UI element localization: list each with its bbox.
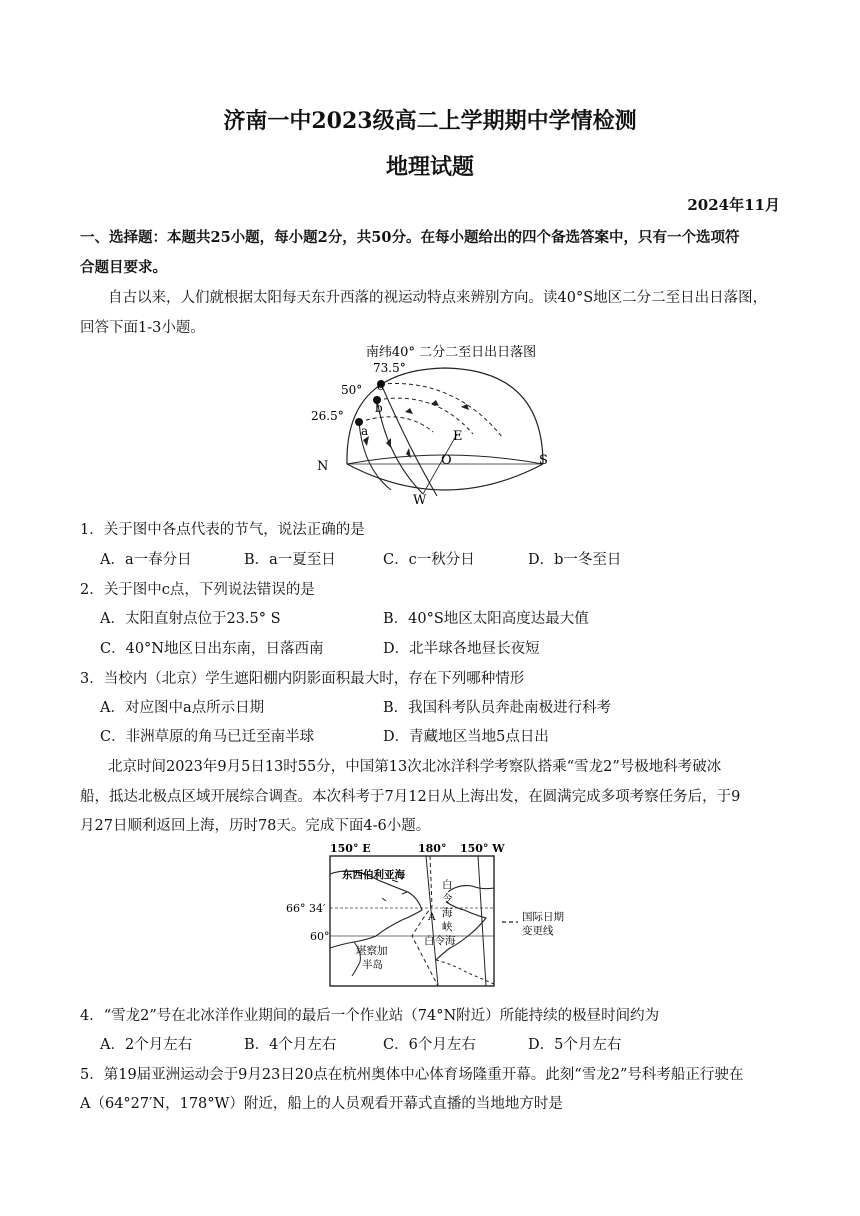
label-c: c — [377, 379, 384, 393]
bering-strait-map — [282, 836, 602, 996]
exam-date: 2024年11月 — [687, 196, 780, 214]
q5-line1: 5．第19届亚洲运动会于9月23日20点在杭州奥体中心体育场隆重开幕。此刻“雪龙2”号科考船正行驶在 — [80, 1067, 744, 1083]
q3-option-a[interactable]: A．对应图中a点所示日期 — [100, 700, 265, 716]
lon-180: 180° — [418, 842, 447, 855]
exam-title: 济南一中2023级高二上学期期中学情检测 — [223, 108, 637, 134]
label-50: 50° — [341, 383, 363, 397]
arrow-6 — [461, 404, 469, 410]
q1-option-a[interactable]: A．a一春分日 — [100, 552, 192, 568]
label-strait-1: 白 — [442, 879, 453, 891]
q1-option-d[interactable]: D．b一冬至日 — [528, 552, 622, 568]
label-point-a: A — [428, 911, 436, 923]
intro2-line2: 船，抵达北极点区域开展综合调查。本次科考于7月12日从上海出发，在圆满完成多项考察任务后，于9 — [80, 789, 741, 805]
exam-subtitle: 地理试题 — [385, 154, 474, 180]
label-kamchatka-1: 堪察加 — [356, 945, 388, 957]
lon-150w-line — [478, 856, 486, 986]
q4-stem: 4．“雪龙2”号在北冰洋作业期间的最后一个作业站（74°N附近）所能持续的极昼时间约为 — [80, 1008, 660, 1024]
q4-option-b[interactable]: B．4个月左右 — [244, 1037, 337, 1053]
label-S: S — [539, 453, 548, 468]
q4-option-a[interactable]: A．2个月左右 — [100, 1037, 193, 1053]
q2-option-b[interactable]: B．40°S地区太阳高度达最大值 — [383, 611, 589, 627]
sun-path-diagram — [305, 338, 565, 508]
q4-option-d[interactable]: D．5个月左右 — [528, 1037, 622, 1053]
lat-66: 66° 34′ — [286, 902, 326, 915]
q1-stem: 1．关于图中各点代表的节气，说法正确的是 — [80, 522, 365, 538]
asia-coast — [330, 871, 422, 948]
label-east-siberian-sea: 东西伯利亚海 — [342, 869, 405, 881]
intro2-line1: 北京时间2023年9月5日13时55分，中国第13次北冰洋科学考察队搭乘“雪龙2”号极地科考破冰 — [108, 759, 722, 775]
label-73: 73.5° — [373, 361, 406, 375]
arrow-4 — [405, 408, 413, 414]
q3-option-b[interactable]: B．我国科考队员奔赴南极进行科考 — [383, 700, 612, 716]
q5-line2: A（64°27′N，178°W）附近，船上的人员观看开幕式直播的当地地方时是 — [80, 1096, 563, 1112]
label-W: W — [413, 493, 427, 508]
section-heading-line2: 合题目要求。 — [80, 259, 167, 276]
label-E: E — [453, 429, 463, 444]
alaska-north-coast — [448, 886, 494, 892]
path-c-back — [381, 383, 503, 438]
label-strait-3: 海 — [442, 907, 453, 919]
intro1-line1: 自古以来，人们就根据太阳每天东升西落的视运动特点来辨别方向。读40°S地区二分二至日出日落图， — [108, 290, 768, 306]
lon-150w: 150° W — [460, 842, 505, 855]
label-a: a — [361, 424, 369, 438]
q3-option-c[interactable]: C．非洲草原的角马已迁至南半球 — [100, 729, 315, 745]
q2-option-a[interactable]: A．太阳直射点位于23.5° S — [100, 611, 281, 627]
q4-option-c[interactable]: C．6个月左右 — [383, 1037, 476, 1053]
path-a-back — [359, 417, 433, 432]
label-bering-sea: 白令海 — [424, 935, 456, 947]
q2-stem: 2．关于图中c点，下列说法错误的是 — [80, 582, 315, 598]
label-26: 26.5° — [311, 409, 344, 423]
label-b: b — [375, 401, 383, 415]
legend-label-1: 国际日期 — [522, 911, 564, 923]
q1-option-b[interactable]: B．a一夏至日 — [244, 552, 336, 568]
label-kamchatka-2: 半岛 — [362, 959, 383, 971]
lat-60: 60° — [310, 930, 330, 943]
q2-option-d[interactable]: D．北半球各地昼长夜短 — [383, 641, 540, 657]
intro1-line2: 回答下面1-3小题。 — [80, 320, 205, 336]
section-heading-line1: 一、选择题：本题共25小题，每小题2分，共50分。在每小题给出的四个备选答案中，只有一个选项符 — [80, 229, 740, 246]
figure1-caption: 南纬40° 二分二至日出日落图 — [365, 345, 537, 360]
legend-label-2: 变更线 — [522, 925, 554, 937]
arrow-2 — [386, 438, 391, 448]
q3-option-d[interactable]: D．青藏地区当地5点日出 — [383, 729, 549, 745]
q1-option-c[interactable]: C．c一秋分日 — [383, 552, 475, 568]
intro2-line3: 月27日顺利返回上海，历时78天。完成下面4-6小题。 — [80, 818, 431, 834]
lon-150e: 150° E — [330, 842, 371, 855]
label-N: N — [317, 459, 329, 474]
label-O: O — [441, 453, 452, 468]
q3-stem: 3．当校内（北京）学生遮阳棚内阴影面积最大时，存在下列哪种情形 — [80, 671, 525, 687]
label-strait-4: 峡 — [442, 921, 453, 933]
q2-option-c[interactable]: C．40°N地区日出东南，日落西南 — [100, 641, 324, 657]
label-strait-2: 令 — [442, 893, 453, 905]
